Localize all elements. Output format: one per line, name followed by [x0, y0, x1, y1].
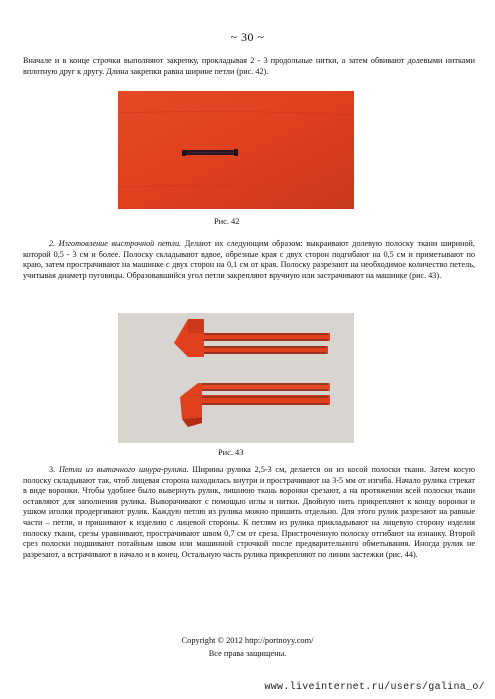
figure-43-photo	[118, 313, 354, 443]
photo-background	[118, 313, 354, 443]
watermark-url: www.liveinternet.ru/users/galina_o/	[264, 682, 485, 693]
figure-42-photo	[118, 91, 354, 209]
paragraph-cord-loop	[23, 465, 475, 560]
page-number: ~ 30 ~	[230, 30, 265, 44]
paragraph-cord-loop-body: Ширины рулика 2,5-3 см, делается он из косой полоски ткани. Затем косую полоску складывают так, чтоб лицевая сторона находилась внутри и прострачивают на 3-5 мм от изгиба. Начало рулика стрекат в виде воронки. Чтобы удобнее было вывернуть рулик, лишнюю ткань воронки срезают, а на протяжении всей полоски ткани оставляют для заполнения рулика. Выворачивают с помощью иглы и нитки. Двойную нить прикрепляют к концу воронки и ушком иголки продергивают рулик. Каждую петлю из рулика можно пришить отдельно. Для этого рулик разрезают на равные части – петли, и пришивают к изделию с лицевой стороны. К петлям из рулика прикладывают на лицевую сторону изделия полоску ткани, срезы уравнивают, прострачивают швом 0,7 см от среза. Пристроченную полоску отгибают на изнанку. Второй срез полоски подшивают потайным швом или машинной строчкой после предварительного обметывания. Иногда рулик не разрезают, а встрачивают в начало и в конец. Остальную часть рулика прикрепляют по линии застежки (рис. 44).	[23, 465, 476, 559]
figure-42-caption: Рис. 42	[214, 217, 240, 226]
footer-rights: Все права защищены.	[208, 649, 287, 658]
footer-copyright: Copyright © 2012 http://portnoyy.com/	[181, 636, 314, 645]
paragraph-stitched-loop	[23, 239, 475, 281]
paragraph-stitched-loop-body: Делают их следующим образом: выкраивают долевую полоску ткани шириной, которой 0,5 - 3 см и более. Полоску складывают вдвое, обрезные края с двух сторон подгибают на 0,5 см и приметывают по краю, затем прострачивают на машинке с двух сторон на 0,1 см от края. Полоску разрезают на необходимое количество петель, учитывая диаметр пуговицы. Образовавшийся угол петли закрепляют вручную или застрачивают на машинке (рис. 43).	[23, 239, 475, 280]
paragraph-cord-loop-number: 3.	[49, 465, 59, 474]
paragraph-intro: Вначале и в конце строчки выполняют закрепку, прокладывая 2 - 3 продольные нитки, а затем обвивают долевыми нитками вплотную друг к другу. Длина закрепки равна ширине петли (рис. 42).	[23, 56, 475, 76]
paragraph-cord-loop-lead: Петли из вытачного шнура-рулика.	[58, 465, 189, 474]
paragraph-stitched-loop-lead: 2. Изготовление выстрочной петли.	[49, 239, 182, 248]
figure-43-caption: Рис. 43	[218, 448, 244, 457]
buttonhole-stitch	[182, 149, 238, 156]
